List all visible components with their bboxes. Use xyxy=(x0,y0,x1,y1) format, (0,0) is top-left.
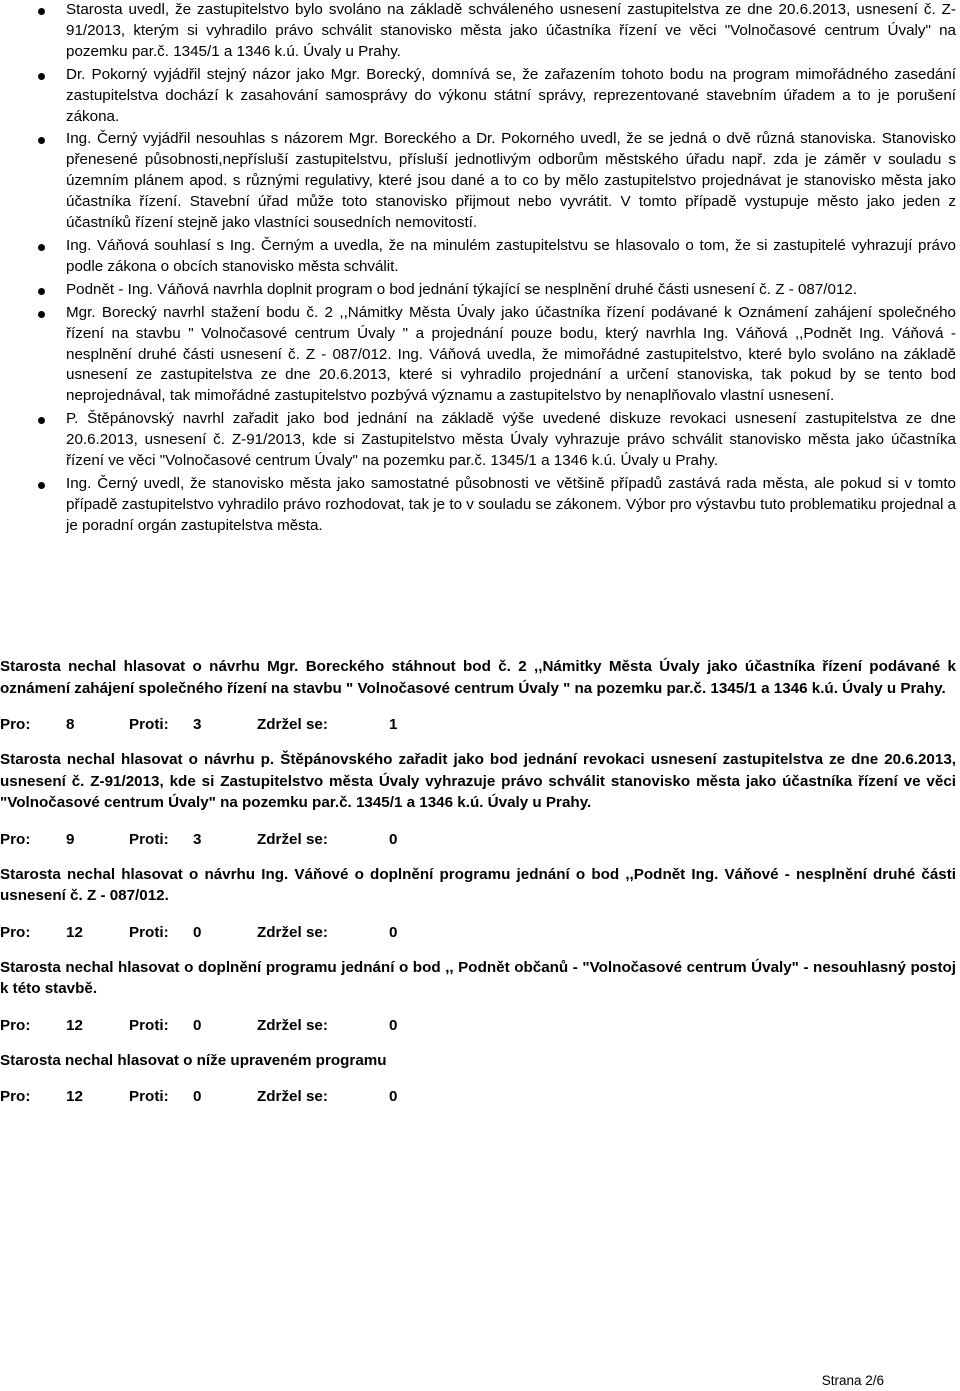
proti-label: Proti: xyxy=(129,923,169,941)
vote-block xyxy=(0,1050,956,1108)
vote-block xyxy=(0,656,956,735)
pro-count: 12 xyxy=(66,1016,83,1034)
vote-result xyxy=(0,1015,956,1036)
vote-motion: Starosta nechal hlasovat o návrhu Mgr. Boreckého stáhnout bod č. 2 ,,Námitky Města Úvaly jako účastníka řízení podávané k oznámení zahájení společného řízení na stavbu " Volnočasové centrum Úvaly " na pozemku par.č. 1345/1 a 1346 k.ú. Úvaly u Prahy. xyxy=(0,658,956,697)
proti-label: Proti: xyxy=(129,1016,169,1034)
vote-section xyxy=(0,656,956,1121)
vote-block xyxy=(0,957,956,1036)
vote-result xyxy=(0,1086,956,1107)
list-item: P. Štěpánovský navrhl zařadit jako bod jednání na základě výše uvedené diskuze revokaci usnesení zastupitelstva ze dne 20.6.2013, usnesení č. Z-91/2013, kde si Zastupitelstvo města Úvaly vyhrazuje právo schválit stanovisko města jako účastníka řízení ve věci "Volnočasové centrum Úvaly" na pozemku par.č. 1345/1 a 1346 k.ú. Úvaly u Prahy. xyxy=(0,409,960,472)
vote-result xyxy=(0,714,956,735)
pro-label: Pro: xyxy=(0,716,31,733)
proti-count: 0 xyxy=(193,1088,202,1105)
pro-label: Pro: xyxy=(0,830,31,848)
pro-label: Pro: xyxy=(0,1088,31,1105)
zdrzel-count: 0 xyxy=(389,923,398,941)
zdrzel-label: Zdržel se: xyxy=(257,1016,328,1034)
zdrzel-count: 0 xyxy=(389,1016,398,1034)
discussion-list xyxy=(0,0,960,539)
proti-count: 3 xyxy=(193,830,202,848)
zdrzel-count: 0 xyxy=(389,830,398,848)
zdrzel-label: Zdržel se: xyxy=(257,923,328,941)
list-item: Dr. Pokorný vyjádřil stejný názor jako Mgr. Borecký, domnívá se, že zařazením tohoto bodu na program mimořádného zasedání zastupitelstva dochází k zasahování samosprávy do výkonu státní správy, reprezentované stavebním úřadem a to je porušení zákona. xyxy=(0,65,960,128)
vote-block xyxy=(0,864,956,943)
zdrzel-count: 0 xyxy=(389,1088,398,1105)
pro-label: Pro: xyxy=(0,923,31,941)
list-item: Ing. Černý uvedl, že stanovisko města jako samostatné působnosti ve většině případů zastává rada města, ale pokud si v tomto případě zastupitelstvo vyhradilo právo rozhodovat, tak je to v souladu se zákonem. Výbor pro výstavbu tuto problematiku projednal a je poradní orgán zastupitelstva města. xyxy=(0,474,960,537)
list-item: Ing. Černý vyjádřil nesouhlas s názorem Mgr. Boreckého a Dr. Pokorného uvedl, že se jedná o dvě různá stanoviska. Stanovisko přenesené působnosti,nepřísluší zastupitelstvu, přísluší jednotlivým odborům městského úřadu např. zda je záměr v souladu s územním plánem apod. s různými regulativy, které jsou dané a to co by mělo zastupitelstvo projednávat je stanovisko města jako účastníka řízení. Stavební úřad může toto stanovisko přijmout nebo vyvrátit. V tomto případě vystupuje město jako jeden z účastníků řízení stejně jako vlastníci sousedních nemovitostí. xyxy=(0,129,960,234)
vote-result xyxy=(0,922,956,943)
vote-motion: Starosta nechal hlasovat o doplnění programu jednání o bod ,, Podnět občanů - "Volnočasové centrum Úvaly" - nesouhlasný postoj k této stavbě. xyxy=(0,958,956,997)
vote-motion: Starosta nechal hlasovat o níže upraveném programu xyxy=(0,1051,387,1069)
vote-motion: Starosta nechal hlasovat o návrhu p. Štěpánovského zařadit jako bod jednání revokaci usnesení zastupitelstva ze dne 20.6.2013, usnesení č. Z-91/2013, kde si Zastupitelstvo města Úvaly vyhrazuje právo schválit stanovisko města jako účastníka řízení ve věci "Volnočasové centrum Úvaly" na pozemku par.č. 1345/1 a 1346 k.ú. Úvaly u Prahy. xyxy=(0,751,956,811)
list-item: Podnět - Ing. Váňová navrhla doplnit program o bod jednání týkající se nesplnění druhé části usnesení č. Z - 087/012. xyxy=(0,280,960,301)
pro-count: 8 xyxy=(66,716,75,733)
pro-count: 9 xyxy=(66,830,75,848)
vote-result xyxy=(0,829,956,850)
proti-label: Proti: xyxy=(129,716,169,733)
list-item: Mgr. Borecký navrhl stažení bodu č. 2 ,,Námitky Města Úvaly jako účastníka řízení podávané k Oznámení zahájení společného řízení na stavbu " Volnočasové centrum Úvaly " a projednání pouze bodu, který navrhla Ing. Váňová ,,Podnět Ing. Váňová - nesplnění druhé části usnesení č. Z - 087/012. Ing. Váňová uvedla, že mimořádné zastupitelstvo, které bylo svoláno na základě usnesení ze zastupitelstva ze dne 20.6.2013, které si vyhradilo projednání a určení stanoviska, tak pokud by se tento bod neprojednával, tak mimořádné zastupitelstvo pozbývá významu a zastupitelstvo by nenaplňovalo vlastní usnesení. xyxy=(0,303,960,408)
vote-motion: Starosta nechal hlasovat o návrhu Ing. Váňové o doplnění programu jednání o bod ,,Podnět Ing. Váňové - nesplnění druhé části usnesení č. Z - 087/012. xyxy=(0,865,956,904)
proti-label: Proti: xyxy=(129,1088,169,1105)
page-number: Strana 2/6 xyxy=(821,1373,884,1388)
zdrzel-label: Zdržel se: xyxy=(257,716,328,733)
pro-count: 12 xyxy=(66,1088,83,1105)
zdrzel-label: Zdržel se: xyxy=(257,1088,328,1105)
proti-label: Proti: xyxy=(129,830,169,848)
zdrzel-label: Zdržel se: xyxy=(257,830,328,848)
pro-label: Pro: xyxy=(0,1016,31,1034)
proti-count: 0 xyxy=(193,1016,202,1034)
proti-count: 0 xyxy=(193,923,202,941)
zdrzel-count: 1 xyxy=(389,716,398,733)
list-item: Ing. Váňová souhlasí s Ing. Černým a uvedla, že na minulém zastupitelstvu se hlasovalo o tom, že si zastupitelé vyhrazují právo podle zákona o obcích stanovisko města schválit. xyxy=(0,236,960,278)
pro-count: 12 xyxy=(66,923,83,941)
vote-block xyxy=(0,749,956,850)
list-item: Starosta uvedl, že zastupitelstvo bylo svoláno na základě schváleného usnesení zastupitelstva ze dne 20.6.2013, usnesení č. Z-91/2013, kterým si vyhradilo právo schválit stanovisko města jako účastníka řízení ve věci "Volnočasové centrum Úvaly" na pozemku par.č. 1345/1 a 1346 k.ú. Úvaly u Prahy. xyxy=(0,0,960,63)
proti-count: 3 xyxy=(193,716,202,733)
